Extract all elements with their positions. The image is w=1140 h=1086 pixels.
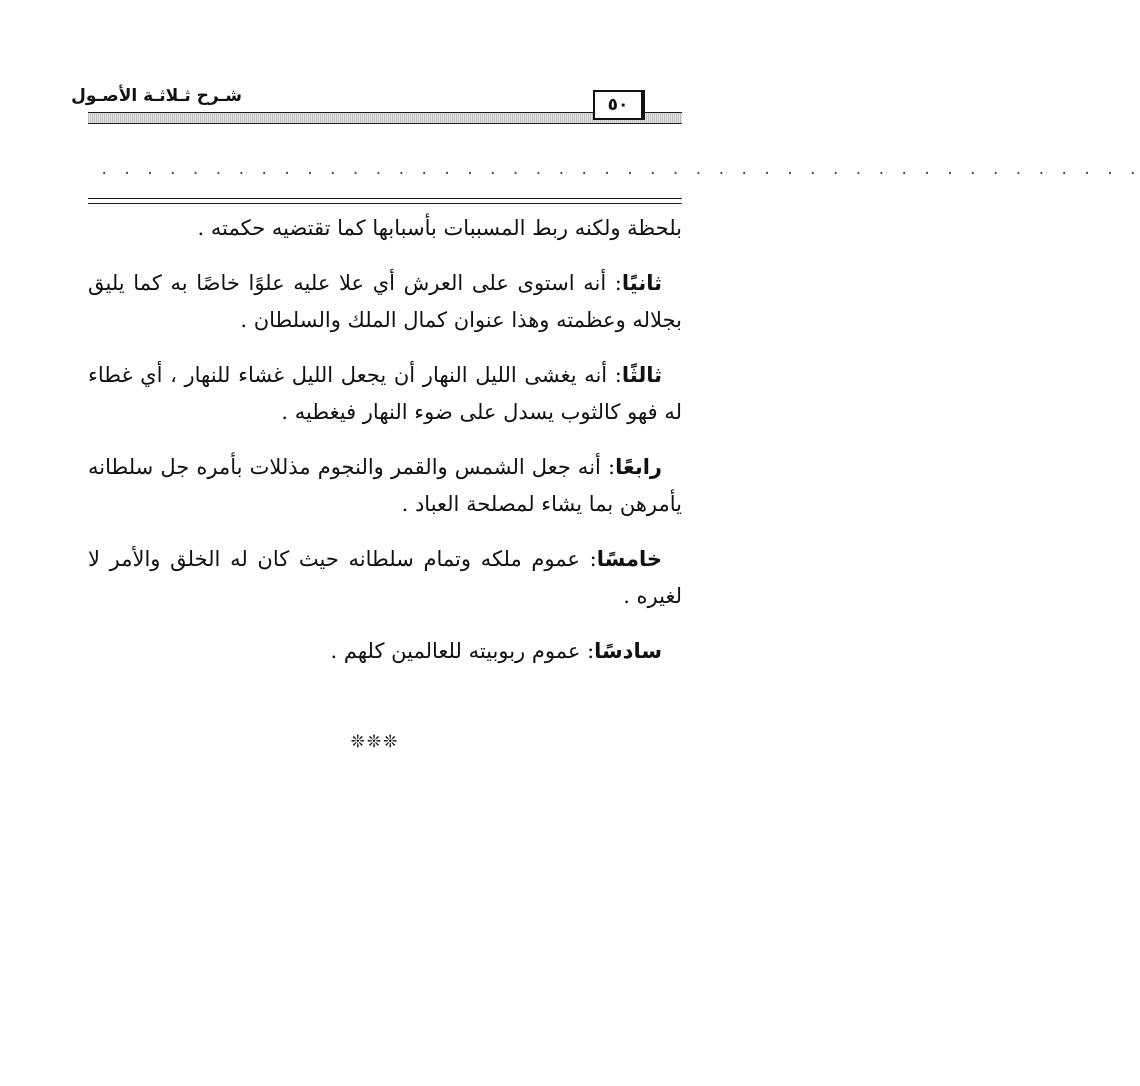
body-text: [88, 210, 682, 688]
paragraph: [88, 633, 682, 670]
paragraph-text: : عموم ربوبيته للعالمين كلهم .: [330, 639, 595, 663]
paragraph-text: : عموم ملكه وتمام سلطانه حيث كان له الخلق والأمر لا لغيره .: [88, 547, 682, 608]
paragraph-label: رابعًا: [615, 455, 662, 479]
paragraph-label: ثالثًا: [621, 363, 662, 387]
paragraph-text: : أنه يغشى الليل النهار أن يجعل الليل غشاء للنهار ، أي غطاء له فهو كالثوب يسدل على ضوء النهار فيغطيه .: [88, 363, 682, 424]
paragraph: [88, 210, 682, 247]
paragraph-text: : أنه استوى على العرش أي علا عليه علوًا خاصًا به كما يليق بجلاله وعظمته وهذا عنوان كمال الملك والسلطان .: [88, 271, 682, 332]
paragraph: [88, 265, 682, 339]
horizontal-rule: [88, 198, 682, 199]
section-end-ornament: ❊❊❊: [350, 732, 400, 752]
horizontal-rule: [88, 203, 682, 204]
paragraph-label: خامسًا: [596, 547, 662, 571]
page-header: [71, 84, 682, 128]
paragraph: [88, 357, 682, 431]
paragraph-label: سادسًا: [594, 639, 662, 663]
paragraph-text: بلحظة ولكنه ربط المسببات بأسبابها كما تقتضيه حكمته .: [197, 216, 682, 240]
paragraph-text: : أنه جعل الشمس والقمر والنجوم مذللات بأمره جل سلطانه يأمرهن بما يشاء لمصلحة العباد .: [88, 455, 682, 516]
paragraph-label: ثانيًا: [621, 271, 662, 295]
page-number: ٥٠: [593, 90, 645, 120]
dotted-separator: . . . . . . . . . . . . . . . . . . . . . . . . . . . . . . . . . . . . . . . . . . . . . .: [100, 162, 1140, 178]
running-title: شـرح ثـلاثـة الأصـول: [71, 86, 242, 106]
paragraph: [88, 541, 682, 615]
paragraph: [88, 449, 682, 523]
